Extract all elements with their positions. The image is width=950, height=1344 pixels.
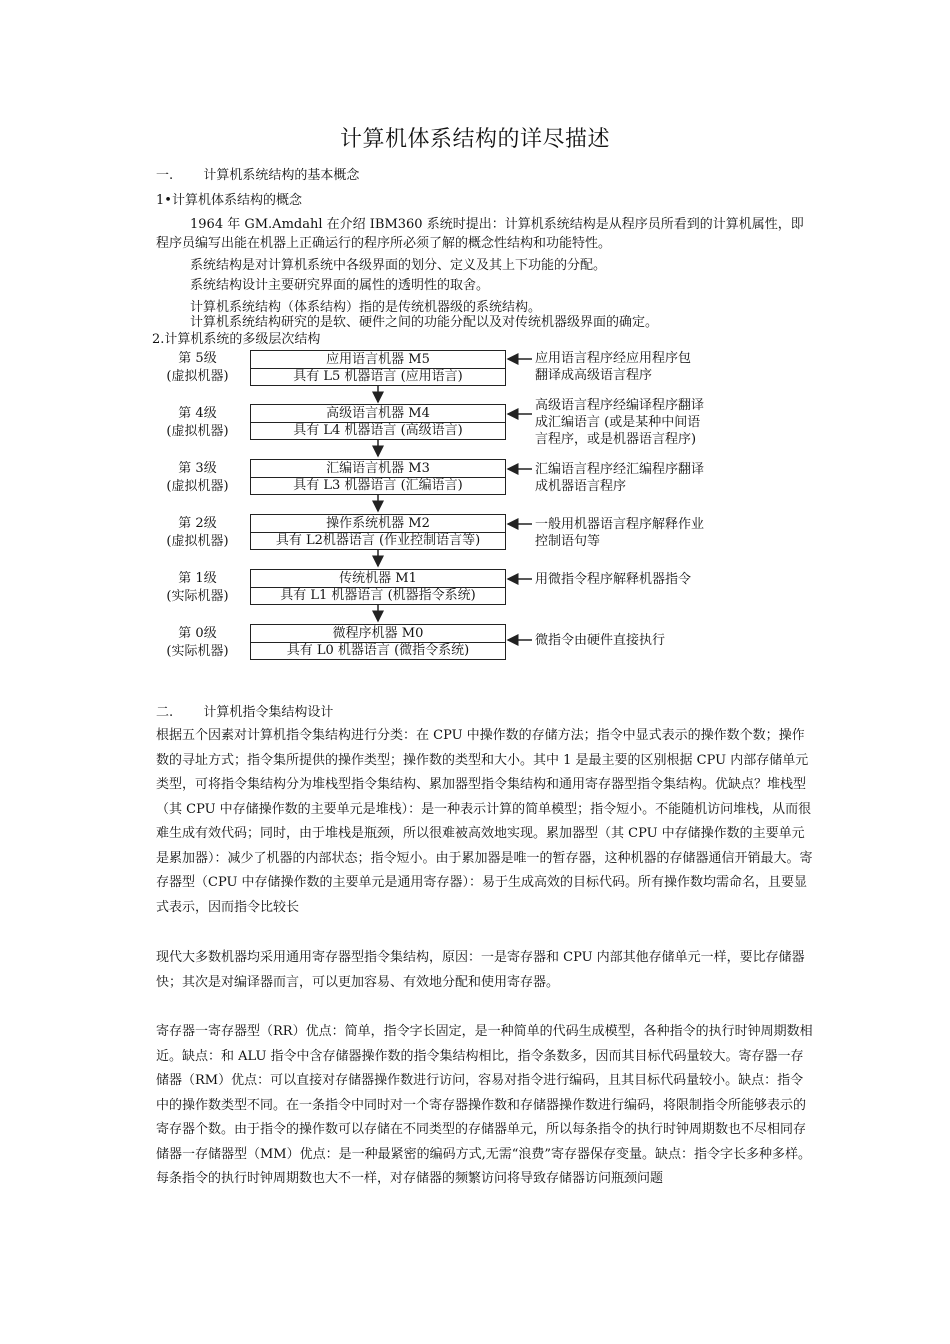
- level-0-box: [250, 624, 506, 660]
- machine-name: 传统机器 M1: [339, 571, 417, 586]
- level-1-note: [535, 571, 691, 588]
- note-line: 言程序，或是机器语言程序): [535, 432, 697, 447]
- machine-name: 汇编语言机器 M3: [326, 461, 430, 476]
- level-5-label: [150, 350, 245, 386]
- level-label-line1: 第 1级: [178, 571, 217, 586]
- paragraph-research: 计算机系统结构研究的是软、硬件之间的功能分配以及对传统机器级界面的确定。: [190, 315, 659, 330]
- level-2-box: [250, 514, 506, 550]
- section2-heading-text: 计算机指令集结构设计: [203, 705, 334, 720]
- level-4-box: [250, 404, 506, 440]
- hierarchy-diagram: [150, 342, 750, 672]
- section1-heading: [156, 166, 359, 186]
- level-label-line2: (实际机器): [166, 589, 229, 604]
- note-line: 成汇编语言 (或是某种中间语: [535, 415, 701, 430]
- paragraph-amdahl-line1: 1964 年 GM.Amdahl 在介绍 IBM360 系统时提出：计算机系统结构是从程序员所看到的计算机属性，即: [190, 217, 804, 232]
- level-label-line1: 第 2级: [178, 516, 217, 531]
- level-5-box: [250, 350, 506, 386]
- note-line: 成机器语言程序: [535, 479, 627, 494]
- subheading-hierarchy: 2.计算机系统的多级层次结构: [152, 332, 321, 347]
- level-label-line1: 第 0级: [178, 626, 217, 641]
- diagram-arrows: [150, 342, 750, 672]
- level-3-note: [535, 461, 704, 495]
- paragraph-definition: 系统结构是对计算机系统中各级界面的划分、定义及其上下功能的分配。: [190, 258, 607, 273]
- level-label-line2: (虚拟机器): [166, 534, 229, 549]
- note-line: 高级语言程序经编译程序翻译: [535, 398, 705, 413]
- note-line: 汇编语言程序经汇编程序翻译: [535, 462, 705, 477]
- machine-language: 具有 L4 机器语言 (高级语言): [293, 423, 463, 438]
- level-label-line2: (虚拟机器): [166, 479, 229, 494]
- note-line: 控制语句等: [535, 534, 601, 549]
- machine-language: 具有 L0 机器语言 (微指令系统): [286, 643, 470, 658]
- level-4-note: [535, 397, 704, 448]
- level-4-label: [150, 405, 245, 441]
- paragraph-amdahl-line2: 程序员编写出能在机器上正确运行的程序所必须了解的概念性结构和功能特性。: [156, 236, 612, 251]
- level-1-box: [250, 569, 506, 605]
- level-3-label: [150, 460, 245, 496]
- level-0-note: [535, 632, 665, 649]
- machine-language: 具有 L1 机器语言 (机器指令系统): [280, 588, 476, 603]
- level-3-box: [250, 459, 506, 495]
- level-0-label: [150, 625, 245, 661]
- level-2-note: [535, 516, 704, 550]
- level-5-note: [535, 350, 691, 384]
- paragraph-design: 系统结构设计主要研究界面的属性的透明性的取舍。: [190, 278, 490, 293]
- machine-language: 具有 L3 机器语言 (汇编语言): [293, 478, 463, 493]
- machine-language: 具有 L2机器语言 (作业控制语言等): [275, 533, 481, 548]
- machine-name: 操作系统机器 M2: [326, 516, 430, 531]
- machine-name: 应用语言机器 M5: [326, 352, 430, 367]
- paragraph-register-types: 寄存器一寄存器型（RR）优点：简单，指令字长固定，是一种简单的代码生成模型，各种指令的执行时钟周期数相近。缺点：和 ALU 指令中含存储器操作数的指令集结构相比，指令条数多，因而其目标代码量较大。寄存器一存储器（RM）优点：可以直接对存储器操作数进行访问，容易对指令进行编码，且其目标代码量较小。缺点：指令中的操作数类型不同。在一条指令中同时对一个寄存器操作数和存储器操作数进行编码，将限制指令所能够表示的寄存器个数。由于指令的操作数可以存储在不同类型的存储器单元，所以每条指令的执行时钟周期数也不尽相同存储器一存储器型（MM）优点：是一种最紧密的编码方式,无需“浪费”寄存器保存变量。缺点：指令字长多种多样。每条指令的执行时钟周期数也大不一样，对存储器的频繁访问将导致存储器访问瓶颈问题: [156, 1024, 813, 1186]
- machine-language: 具有 L5 机器语言 (应用语言): [293, 369, 463, 384]
- paragraph-traditional: 计算机系统结构（体系结构）指的是传统机器级的系统结构。: [190, 300, 542, 315]
- level-label-line2: (虚拟机器): [166, 369, 229, 384]
- section2-heading-num: 二.: [156, 705, 174, 720]
- paragraph-modern-machines: 现代大多数机器均采用通用寄存器型指令集结构，原因：一是寄存器和 CPU 内部其他存储单元一样，要比存储器快；其次是对编译器而言，可以更加容易、有效地分配和使用寄存器。: [156, 950, 805, 990]
- level-label-line2: (虚拟机器): [166, 424, 229, 439]
- note-line: 翻译成高级语言程序: [535, 368, 653, 383]
- note-line: 微指令由硬件直接执行: [535, 633, 666, 648]
- note-line: 一般用机器语言程序解释作业: [535, 517, 705, 532]
- level-label-line1: 第 3级: [178, 461, 217, 476]
- subheading-concept: 1•计算机体系结构的概念: [156, 193, 302, 208]
- paragraph-classification: 根据五个因素对计算机指令集结构进行分类：在 CPU 中操作数的存储方法；指令中显式表示的操作数个数；操作数的寻址方式；指令集所提供的操作类型；操作数的类型和大小。其中 1 是最主要的区别根据 CPU 内部存储单元类型，可将指令集结构分为堆栈型指令集结构、累加器型指令集结构和通用寄存器型指令集结构。优缺点？堆栈型（其 CPU 中存储操作数的主要单元是堆栈）：是一种表示计算的简单模型；指令短小。不能随机访问堆栈，从而很难生成有效代码；同时，由于堆栈是瓶颈，所以很难被高效地实现。累加器型（其 CPU 中存储操作数的主要单元是累加器）：减少了机器的内部状态；指令短小。由于累加器是唯一的暂存器，这种机器的存储器通信开销最大。寄存器型（CPU 中存储操作数的主要单元是通用寄存器）：易于生成高效的目标代码。所有操作数均需命名，且要显式表示，因而指令比较长: [156, 728, 813, 915]
- level-label-line2: (实际机器): [166, 644, 229, 659]
- note-line: 应用语言程序经应用程序包: [535, 351, 692, 366]
- level-2-label: [150, 515, 245, 551]
- machine-name: 微程序机器 M0: [332, 626, 424, 641]
- section1-heading-num: 一.: [156, 168, 174, 183]
- section1-heading-text: 计算机系统结构的基本概念: [203, 168, 360, 183]
- section2-heading: [156, 703, 333, 723]
- level-1-label: [150, 570, 245, 606]
- machine-name: 高级语言机器 M4: [326, 406, 430, 421]
- level-label-line1: 第 5级: [178, 351, 217, 366]
- level-label-line1: 第 4级: [178, 406, 217, 421]
- note-line: 用微指令程序解释机器指令: [535, 572, 692, 587]
- page-title: 计算机体系结构的详尽描述: [339, 127, 610, 152]
